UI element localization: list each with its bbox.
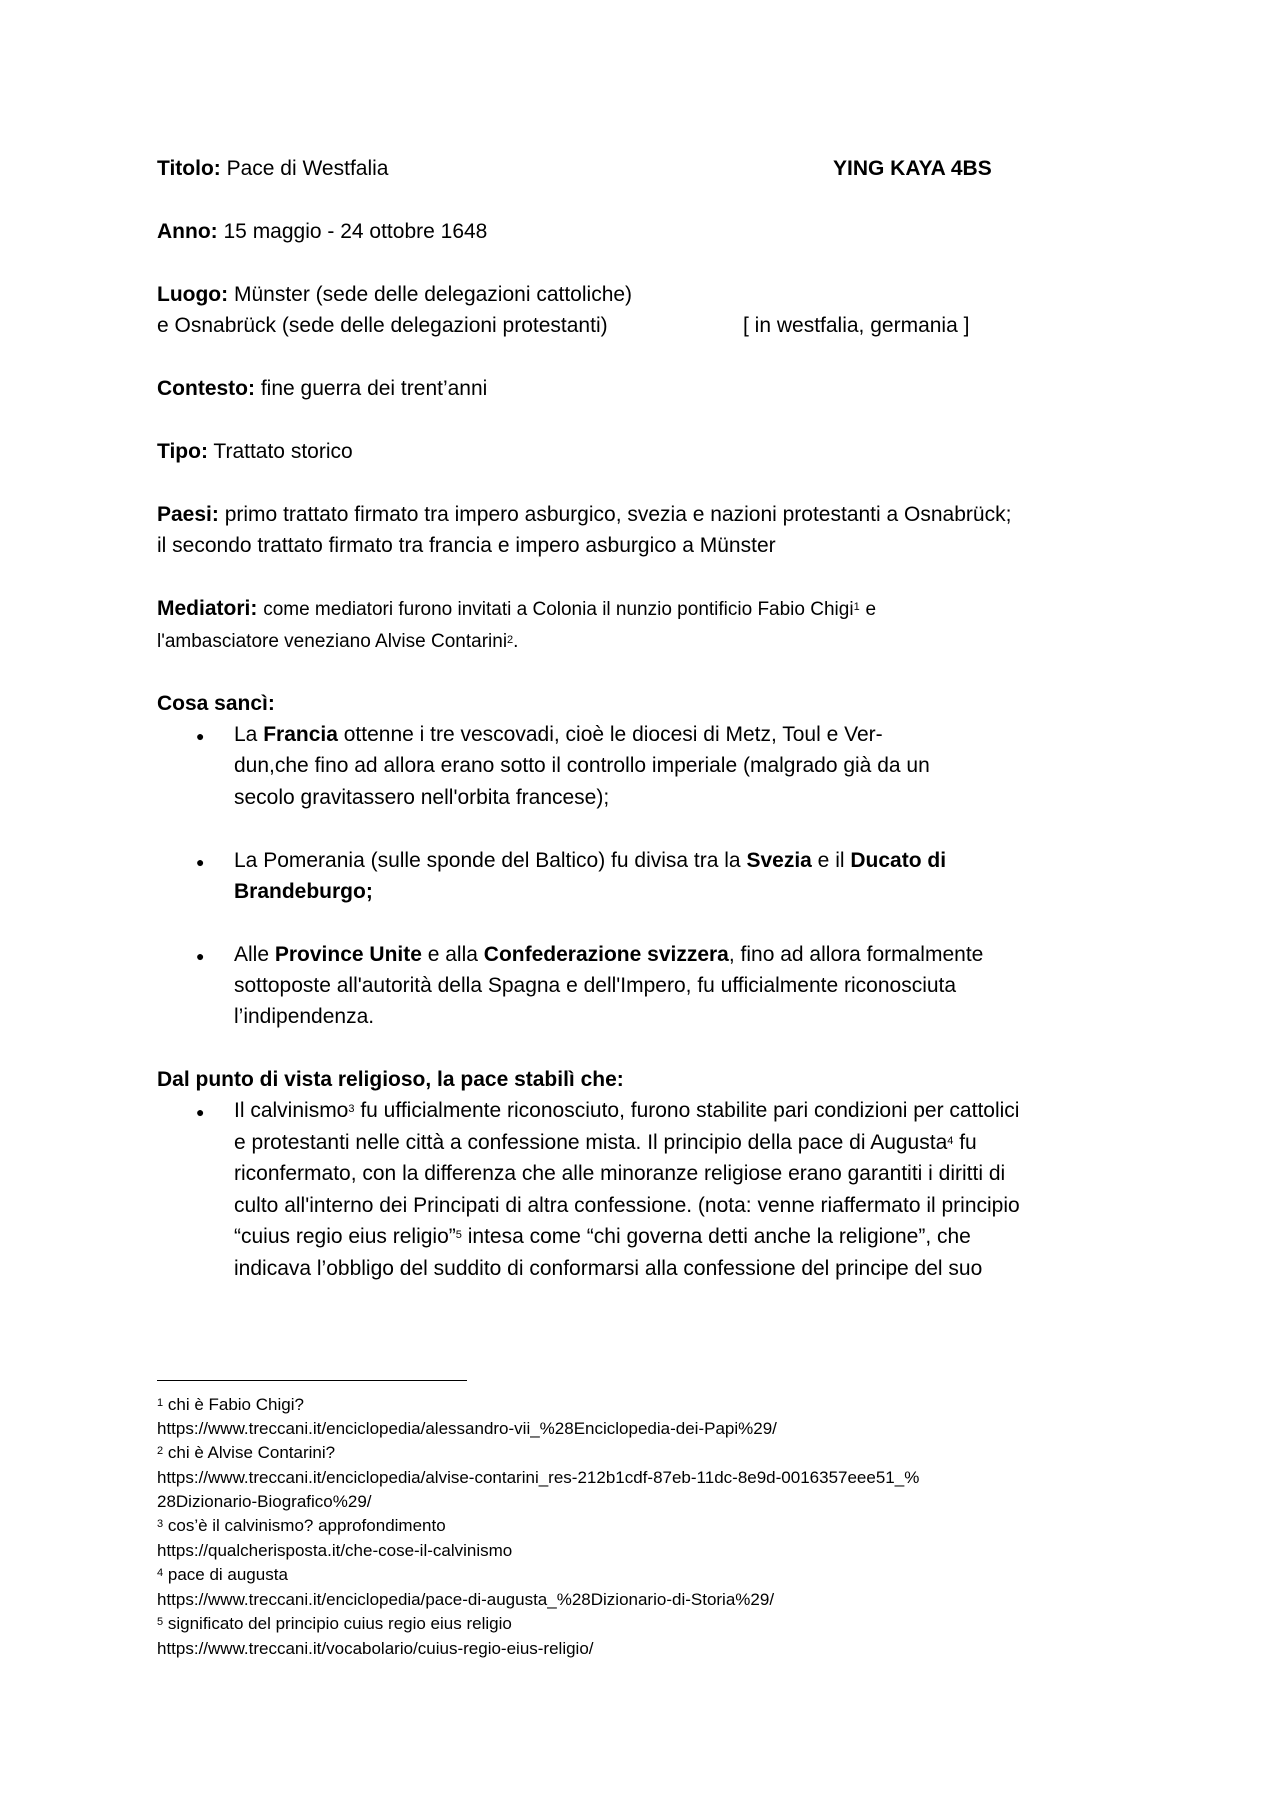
mediatori-label: Mediatori: (157, 597, 258, 620)
mediatori-line-1: Mediatori: come mediatori furono invitati a Colonia il nunzio pontificio Fabio Chigi$^1$ e (157, 597, 877, 620)
footnote-ref[interactable]: 1 (853, 601, 860, 613)
footnote-separator (157, 1380, 467, 1381)
footnote-2-link[interactable]: https://www.treccani.it/enciclopedia/alvise-contarini_res-212b1cdf-87eb-11dc-8e9d-0016357eee51_% (157, 1468, 920, 1487)
sanci-b1-line-1: La Francia ottenne i tre vescovadi, cioè le diocesi di Metz, Toul e Ver- (234, 723, 883, 746)
author: YING KAYA 4BS (833, 157, 992, 180)
footnote-ref[interactable]: 2 (507, 634, 514, 646)
luogo-note: [ in westfalia, germania ] (743, 314, 970, 337)
title-label: Titolo: (157, 157, 221, 180)
sanci-b3-line-2: sottoposte all'autorità della Spagna e dell'Impero, fu ufficialmente riconosciuta (234, 974, 957, 997)
mediatori-line-2: l'ambasciatore veneziano Alvise Contarini$^2$. (157, 631, 519, 652)
sanci-b3-line-3: l’indipendenza. (234, 1005, 375, 1028)
sanci-heading: Cosa sancì: (157, 692, 275, 715)
religioso-line-5: “cuius regio eius religio”$^5$ intesa come “chi governa detti anche la religione”, che (234, 1225, 971, 1248)
sanci-b3-line-1: Alle Province Unite e alla Confederazione svizzera, fino ad allora formalmente (234, 943, 984, 966)
footnote-5-link[interactable]: https://www.treccani.it/vocabolario/cuius-regio-eius-religio/ (157, 1639, 594, 1658)
contesto-line: Contesto: fine guerra dei trent’anni (157, 377, 488, 400)
religioso-line-3: riconfermato, con la differenza che alle minoranze religiose erano garantiti i diritti di (234, 1162, 1006, 1185)
bullet-icon: ● (196, 1104, 205, 1120)
paesi-line-1: Paesi: primo trattato firmato tra impero asburgico, svezia e nazioni protestanti a Osnabrück; (157, 503, 1012, 526)
sanci-b1-line-2: dun,che fino ad allora erano sotto il controllo imperiale (malgrado già da un (234, 754, 930, 777)
paesi-line-2: il secondo trattato firmato tra francia e impero asburgico a Münster (157, 534, 776, 557)
footnote-5-title: $^5$ significato del principio cuius regio eius religio (157, 1614, 512, 1633)
anno-line (157, 220, 487, 244)
luogo-line-2: e Osnabrück (sede delle delegazioni protestanti) (157, 314, 608, 337)
title-line (157, 157, 388, 181)
tipo-label: Tipo: (157, 440, 208, 463)
luogo-line-1: Luogo: Münster (sede delle delegazioni cattoliche) (157, 283, 633, 306)
religioso-line-1: Il calvinismo$^3$ fu ufficialmente riconosciuto, furono stabilite pari condizioni per cattolici (234, 1099, 1020, 1122)
footnote-4-link[interactable]: https://www.treccani.it/enciclopedia/pace-di-augusta_%28Dizionario-di-Storia%29/ (157, 1590, 775, 1609)
bullet-icon: ● (196, 728, 205, 744)
bullet-icon: ● (196, 948, 205, 964)
anno-label: Anno: (157, 220, 218, 243)
footnote-3-title: $^3$ cos’è il calvinismo? approfondimento (157, 1516, 446, 1535)
religioso-heading: Dal punto di vista religioso, la pace stabilì che: (157, 1068, 624, 1091)
footnote-1-link[interactable]: https://www.treccani.it/enciclopedia/alessandro-vii_%28Enciclopedia-dei-Papi%29/ (157, 1419, 777, 1438)
footnote-4-title: $^4$ pace di augusta (157, 1565, 288, 1584)
religioso-line-6: indicava l’obbligo del suddito di conformarsi alla confessione del principe del suo (234, 1257, 983, 1280)
sanci-b1-line-3: secolo gravitassero nell'orbita francese); (234, 786, 610, 809)
footnote-ref[interactable]: 4 (947, 1135, 954, 1147)
footnote-1-title: $^1$ chi è Fabio Chigi? (157, 1395, 304, 1414)
footnote-2-link-cont[interactable]: 28Dizionario-Biografico%29/ (157, 1492, 372, 1511)
anno-value: 15 maggio - 24 ottobre 1648 (223, 220, 488, 243)
title-value: Pace di Westfalia (226, 157, 389, 180)
tipo-line: Tipo: Trattato storico (157, 440, 353, 463)
footnote-2-title: $^2$ chi è Alvise Contarini? (157, 1443, 336, 1462)
religioso-line-4: culto all'interno dei Principati di altra confessione. (nota: venne riaffermato il principio (234, 1194, 1020, 1217)
contesto-label: Contesto: (157, 377, 255, 400)
footnote-3-link[interactable]: https://qualcherisposta.it/che-cose-il-calvinismo (157, 1541, 513, 1560)
paesi-label: Paesi: (157, 503, 219, 526)
religioso-line-2: e protestanti nelle città a confessione mista. Il principio della pace di Augusta$^4$ fu (234, 1131, 977, 1154)
footnote-ref[interactable]: 3 (348, 1103, 355, 1115)
sanci-b2-line-1: La Pomerania (sulle sponde del Baltico) fu divisa tra la Svezia e il Ducato di (234, 849, 947, 872)
bullet-icon: ● (196, 854, 205, 870)
footnote-ref[interactable]: 5 (455, 1229, 462, 1241)
sanci-b2-line-2: Brandeburgo; (234, 880, 373, 903)
luogo-label: Luogo: (157, 283, 229, 306)
